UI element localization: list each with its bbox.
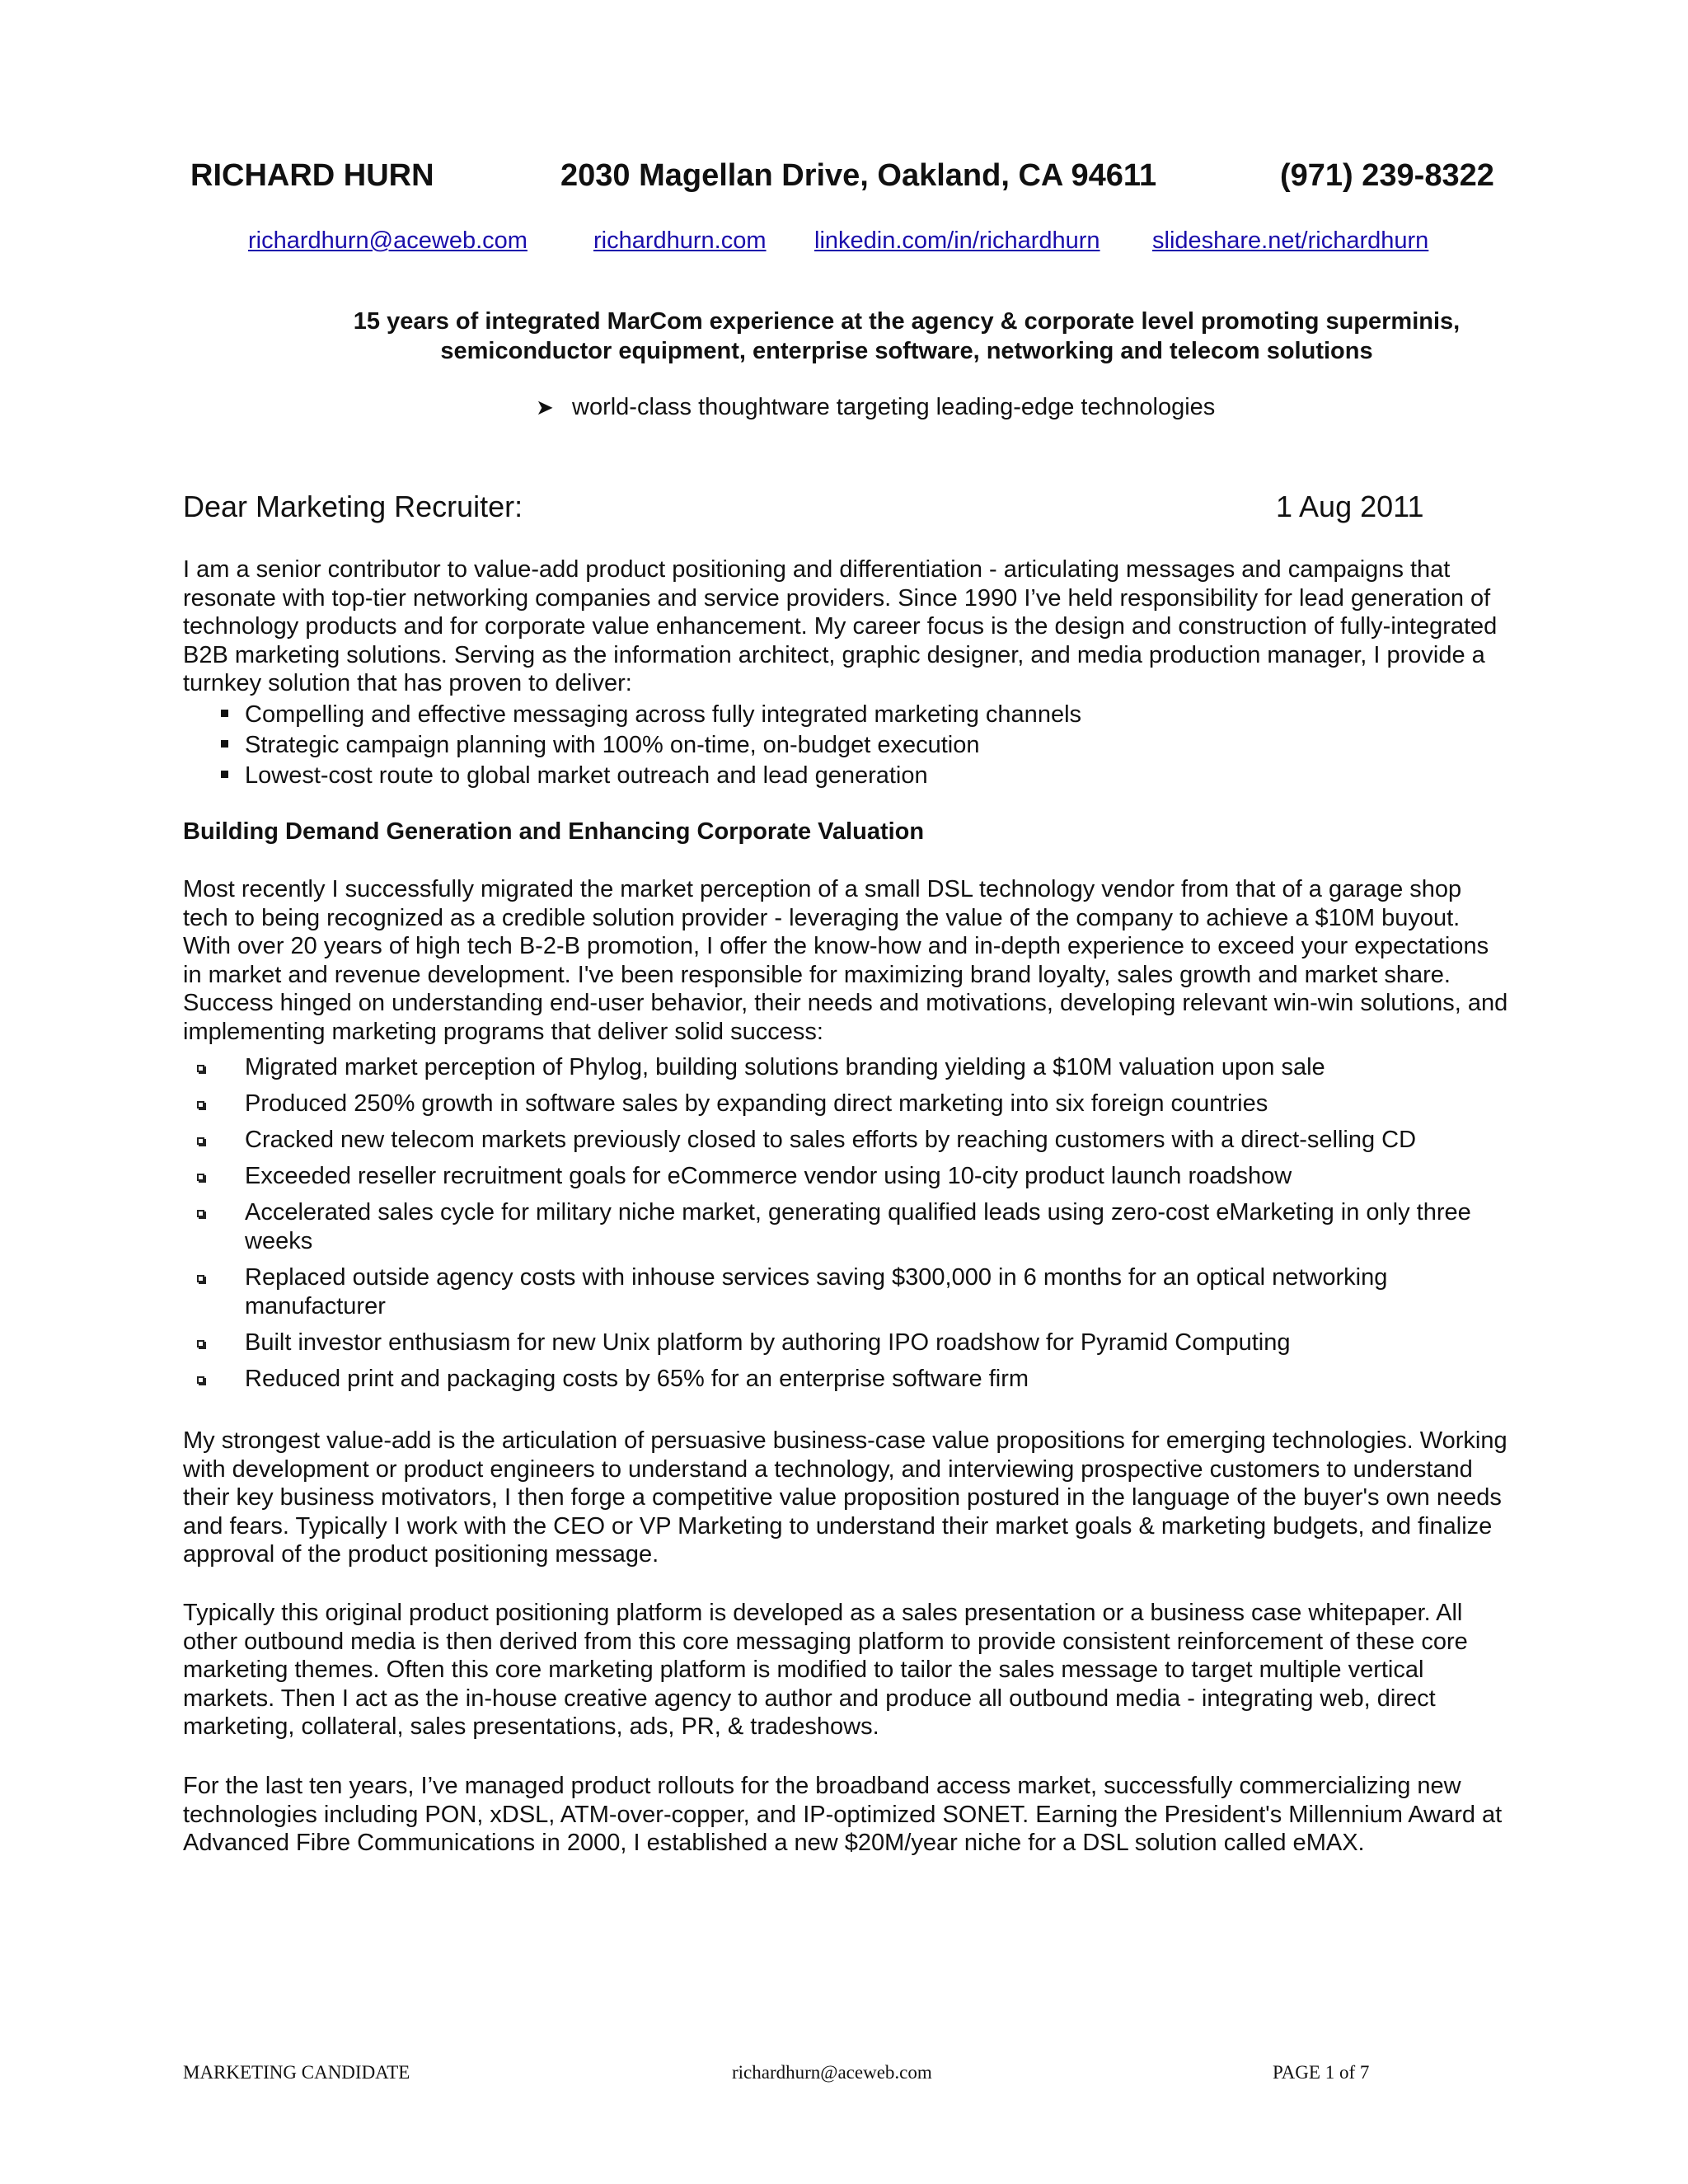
checkbox-bullet-icon	[197, 1376, 204, 1384]
positioning-platform-paragraph: Typically this original product positioning platform is developed as a sales presentation or a business case whitepaper. All other outbound media is then derived from this core messaging platform to provide consistent reinforcement of these core marketing themes. Often this core marketing platform is modified to tailor the sales message to target multiple vertical markets. Then I act as the in-house creative agency to author and produce all outbound media - integrating web, direct marketing, collateral, sales presentations, ads, PR, & tradeshows.	[183, 1600, 1468, 1740]
checkbox-bullet-icon	[197, 1340, 204, 1347]
tagline-line-2: semiconductor equipment, enterprise software, networking and telecom solutions	[440, 338, 1373, 364]
letter-date: 1 Aug 2011	[1276, 490, 1424, 523]
tagline	[247, 307, 1566, 366]
footer-left: MARKETING CANDIDATE	[183, 2062, 410, 2083]
checkbox-bullet-icon	[197, 1174, 204, 1181]
checkbox-bullet-icon	[197, 1137, 204, 1145]
broadband-rollouts-paragraph: For the last ten years, I’ve managed product rollouts for the broadband access market, successfully commercializing new technologies including PON, xDSL, ATM-over-copper, and IP-optimized SONET. Earning the President's Millennium Award at Advanced Fibre Communications in 2000, I established a new $20M/year niche for a DSL solution called eMAX.	[183, 1773, 1503, 1856]
square-bullet-icon	[221, 771, 228, 778]
list-item: Replaced outside agency costs with inhouse services saving $300,000 in 6 months for an optical networking manufacturer	[183, 1263, 1518, 1321]
checkbox-bullet-icon	[197, 1101, 204, 1108]
candidate-address: 2030 Magellan Drive, Oakland, CA 94611	[560, 158, 1157, 193]
intro-paragraph: I am a senior contributor to value-add product positioning and differentiation - articulating messages and campaigns that resonate with top-tier networking companies and service providers. Since 1990 I’ve held responsibility for lead generation of technology products and for corporate value enhancement. My career focus is the design and construction of fully-integrated B2B marketing solutions. Serving as the information architect, graphic designer, and media production manager, I provide a turnkey solution that has proven to deliver:	[183, 556, 1498, 696]
list-item: Lowest-cost route to global market outreach and lead generation	[221, 761, 1507, 791]
list-item: Migrated market perception of Phylog, building solutions branding yielding a $10M valuation upon sale	[183, 1053, 1518, 1082]
list-item: Strategic campaign planning with 100% on-time, on-budget execution	[221, 730, 1507, 761]
candidate-phone: (971) 239-8322	[1280, 158, 1494, 193]
website-link[interactable]: richardhurn.com	[593, 227, 767, 254]
salutation: Dear Marketing Recruiter:	[183, 490, 523, 523]
slideshare-link[interactable]: slideshare.net/richardhurn	[1152, 227, 1429, 254]
square-bullet-icon	[221, 710, 228, 717]
footer-page-number: PAGE 1 of 7	[1273, 2062, 1370, 2083]
tagline-line-1: 15 years of integrated MarCom experience at the agency & corporate level promoting superminis,	[353, 308, 1461, 335]
thoughtware-text: world-class thoughtware targeting leading-edge technologies	[572, 394, 1216, 420]
checkbox-bullet-icon	[197, 1210, 204, 1217]
list-item: Reduced print and packaging costs by 65% for an enterprise software firm	[183, 1365, 1518, 1394]
list-item: Produced 250% growth in software sales by expanding direct marketing into six foreign countries	[183, 1090, 1518, 1118]
checkbox-bullet-icon	[197, 1275, 204, 1282]
value-add-paragraph: My strongest value-add is the articulation of persuasive business-case value propositions for emerging technologies. Working with development or product engineers to understand a technology, and interviewing prospective customers to understand their key business motivators, I then forge a competitive value proposition postured in the language of the buyer's own needs and fears. Typically I work with the CEO or VP Marketing to understand their market goals & marketing budgets, and finalize approval of the product positioning message.	[183, 1427, 1507, 1568]
square-bullet-icon	[221, 740, 228, 748]
list-item: Accelerated sales cycle for military niche market, generating qualified leads using zero-cost eMarketing in only three weeks	[183, 1198, 1518, 1256]
email-link[interactable]: richardhurn@aceweb.com	[248, 227, 528, 254]
section-heading: Building Demand Generation and Enhancing Corporate Valuation	[183, 818, 925, 845]
list-item: Compelling and effective messaging across fully integrated marketing channels	[221, 700, 1507, 730]
list-item: Cracked new telecom markets previously closed to sales efforts by reaching customers with a direct-selling CD	[183, 1126, 1518, 1155]
candidate-name: RICHARD HURN	[190, 158, 434, 193]
achievements-list	[183, 1053, 1518, 1401]
list-item: Built investor enthusiasm for new Unix platform by authoring IPO roadshow for Pyramid Computing	[183, 1329, 1518, 1357]
footer-email: richardhurn@aceweb.com	[732, 2062, 932, 2083]
checkbox-bullet-icon	[197, 1065, 204, 1072]
thoughtware-bullet	[536, 394, 1215, 421]
intro-bullet-list	[221, 700, 1507, 791]
demand-generation-paragraph: Most recently I successfully migrated the market perception of a small DSL technology vendor from that of a garage shop tech to being recognized as a credible solution provider - leveraging the value of the company to achieve a $10M buyout. With over 20 years of high tech B-2-B promotion, I offer the know-how and in-depth experience to exceed your expectations in market and revenue development. I've been responsible for maximizing brand loyalty, sales growth and market share. Success hinged on understanding end-user behavior, their needs and motivations, developing relevant win-win solutions, and implementing marketing programs that deliver solid success:	[183, 876, 1508, 1045]
arrow-bullet-icon: ➤	[536, 395, 554, 419]
linkedin-link[interactable]: linkedin.com/in/richardhurn	[814, 227, 1100, 254]
list-item: Exceeded reseller recruitment goals for eCommerce vendor using 10-city product launch roadshow	[183, 1162, 1518, 1191]
